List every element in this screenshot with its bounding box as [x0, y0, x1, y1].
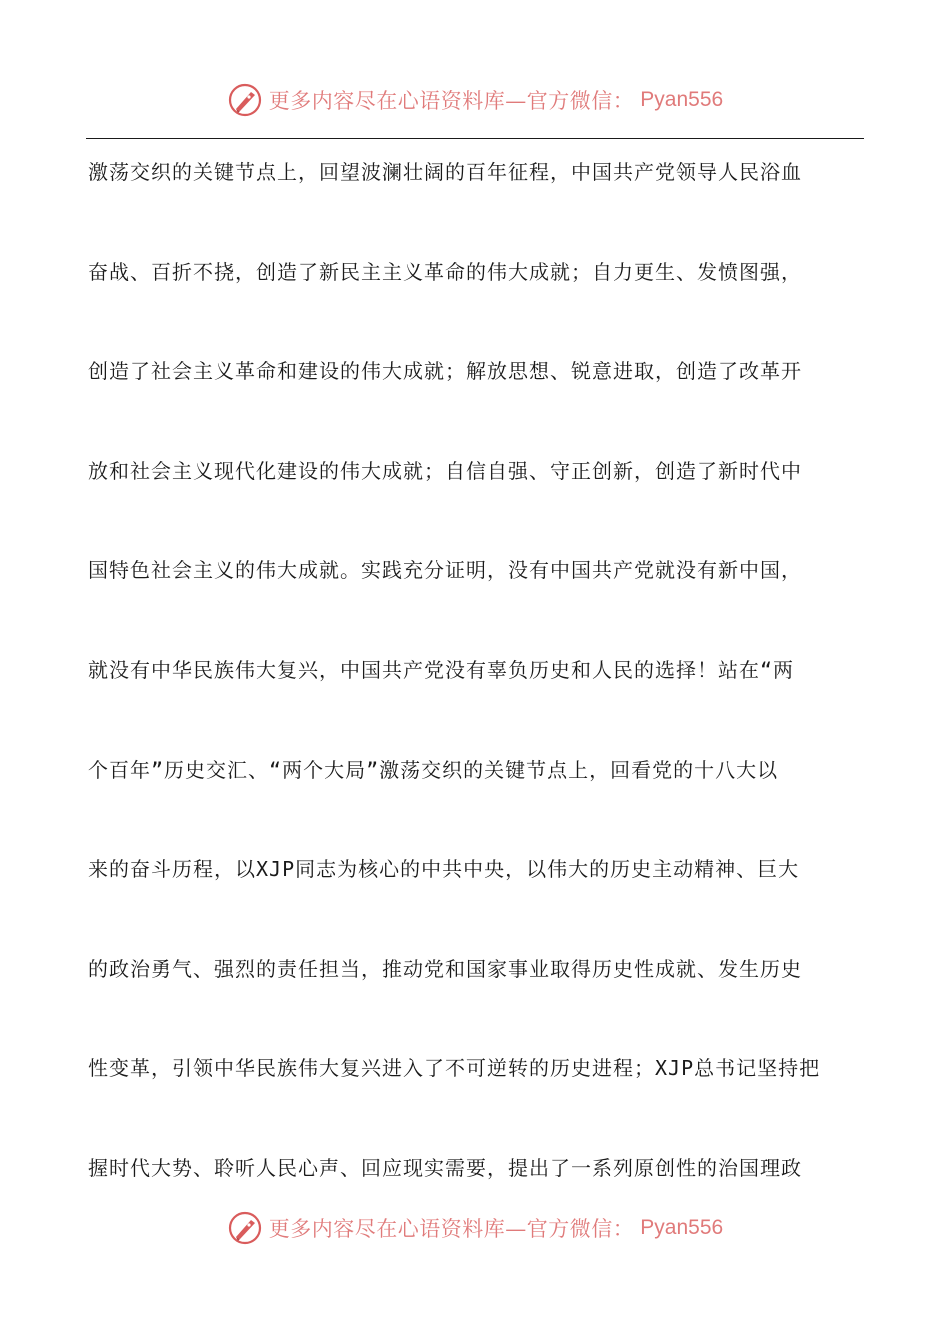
header-banner: [0, 82, 950, 118]
pen-nib-logo-icon: [227, 1210, 263, 1246]
header-wechat-id: Pyan556: [640, 88, 724, 111]
header-banner-text: 更多内容尽在心语资料库—官方微信：: [268, 89, 635, 113]
document-body: [88, 150, 868, 1246]
header-divider: [86, 138, 864, 139]
text-line: 握时代大势、聆听人民心声、回应现实需要，提出了一系列原创性的治国理政: [88, 1155, 802, 1180]
pen-nib-logo-icon: [227, 82, 263, 118]
footer-wechat-id: Pyan556: [640, 1216, 724, 1239]
text-line: 的政治勇气、强烈的责任担当，推动党和国家事业取得历史性成就、发生历史: [88, 956, 802, 981]
text-line: 创造了社会主义革命和建设的伟大成就；解放思想、锐意进取，创造了改革开: [88, 359, 802, 384]
footer-banner-text: 更多内容尽在心语资料库—官方微信：: [268, 1217, 635, 1241]
text-line: 激荡交织的关键节点上，回望波澜壮阔的百年征程，中国共产党领导人民浴血: [88, 160, 802, 184]
footer-banner: [0, 1210, 950, 1246]
text-line: 国特色社会主义的伟大成就。实践充分证明，没有中国共产党就没有新中国，: [88, 558, 802, 583]
text-line: 就没有中华民族伟大复兴，中国共产党没有辜负历史和人民的选择！站在“两: [88, 657, 795, 682]
text-line: 放和社会主义现代化建设的伟大成就；自信自强、守正创新，创造了新时代中: [88, 458, 802, 483]
text-line: 个百年”历史交汇、“两个大局”激荡交织的关键节点上，回看党的十八大以: [88, 757, 779, 782]
text-line: 性变革，引领中华民族伟大复兴进入了不可逆转的历史进程；XJP总书记坚持把: [88, 1056, 821, 1081]
text-line: 奋战、百折不挠，创造了新民主主义革命的伟大成就；自力更生、发愤图强，: [88, 259, 802, 284]
text-line: 来的奋斗历程，以XJP同志为核心的中共中央，以伟大的历史主动精神、巨大: [88, 857, 800, 882]
